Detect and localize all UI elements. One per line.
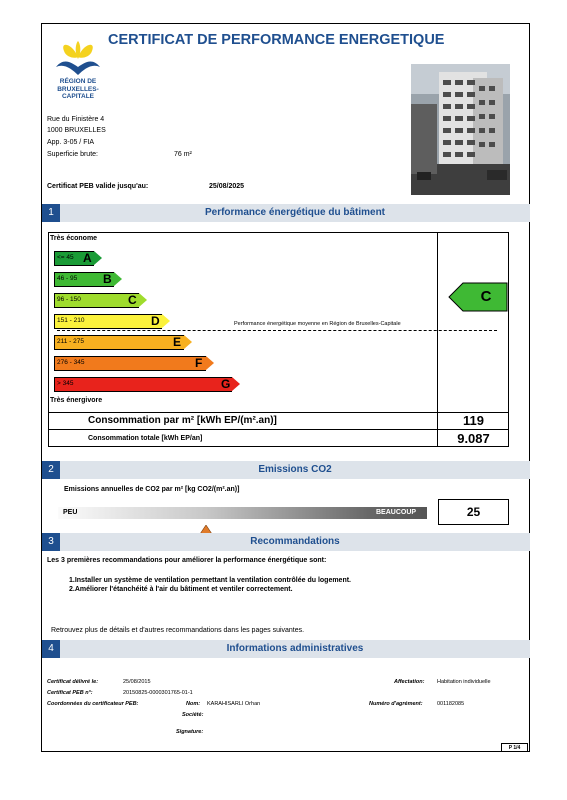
section-1-header (42, 204, 530, 222)
energy-rating-range: 211 - 275 (57, 338, 84, 345)
logo-line-3: CAPITALE (61, 93, 95, 100)
logo-line-2: BRUXELLES- (57, 85, 99, 93)
energy-rating-range: 151 - 210 (57, 317, 85, 324)
energy-rating-d (54, 314, 170, 329)
issued-value: 25/08/2015 (123, 679, 151, 685)
energy-rating-letter: C (128, 293, 137, 307)
peb-number-label: Certificat PEB n°: (47, 690, 93, 696)
energy-rating-letter: A (83, 251, 92, 265)
name-label: Nom: (186, 701, 201, 707)
section-3-title: Recommandations (250, 536, 340, 547)
recommendations-intro: Les 3 premières recommandations pour améliorer la performance énergétique sont: (47, 557, 327, 564)
energy-rating-range: <= 45 (57, 254, 74, 261)
section-3-header (42, 533, 530, 551)
section-2-title: Emissions CO2 (258, 464, 332, 475)
section-1-title: Performance énergétique du bâtiment (204, 207, 386, 218)
consumption-per-m2-label: Consommation par m² [kWh EP/(m².an)] (88, 415, 277, 426)
page-number: P 1/4 (501, 743, 528, 752)
name-value: KARAHISARLI Orhan (207, 701, 261, 707)
energy-rating-arrow-tip (94, 251, 102, 265)
average-performance-line (57, 330, 497, 331)
society-label: Société: (182, 712, 204, 718)
address-line-3: App. 3-05 / FIA (47, 139, 95, 146)
affectation-value: Habitation individuelle (437, 679, 491, 685)
logo-line-1: RÉGION DE (59, 78, 97, 85)
recommendation-1: 1.Installer un système de ventilation permettant la ventilation contrôlée du logement. (69, 577, 352, 584)
section-2-header (42, 461, 530, 479)
total-consumption-label: Consommation totale [kWh EP/an] (88, 435, 203, 442)
average-performance-note: Performance énergétique moyenne en Région de Bruxelles-Capitale (234, 321, 401, 327)
energy-rating-arrow-tip (206, 356, 214, 370)
energy-rating-g (54, 377, 240, 392)
section-4-header (42, 640, 530, 658)
building-photo (411, 64, 510, 195)
agreement-label: Numéro d'agrément: (369, 701, 423, 707)
co2-low-label: PEU (63, 509, 78, 516)
co2-indicator-icon (200, 521, 212, 530)
energy-rating-range: 96 - 150 (57, 296, 81, 303)
co2-value: 25 (438, 499, 509, 525)
iris-logo-icon (52, 37, 104, 79)
surface-value: 76 m² (174, 151, 192, 158)
very-efficient-label: Très économe (50, 235, 98, 242)
current-class-indicator (448, 282, 508, 312)
recommendations-footer: Retrouvez plus de détails et d'autres recommandations dans les pages suivantes. (51, 627, 305, 634)
signature-label: Signature: (176, 729, 204, 735)
energy-rating-range: 276 - 345 (57, 359, 85, 366)
energy-rating-range: 46 - 95 (57, 275, 78, 282)
energy-rating-letter: F (195, 356, 203, 370)
address-line-1: Rue du Finistère 4 (47, 116, 105, 123)
energy-rating-c (54, 293, 147, 308)
logo-text (50, 78, 106, 101)
brussels-iris-logo (52, 37, 104, 84)
energy-rating-arrow-tip (114, 272, 122, 286)
energy-rating-a (54, 251, 102, 266)
recommendation-2: 2.Améliorer l'étanchéité à l'air du bâtiment et ventiler correctement. (69, 586, 293, 593)
validity-date: 25/08/2025 (209, 183, 245, 190)
page-title: CERTIFICAT DE PERFORMANCE ENERGETIQUE (108, 32, 445, 48)
surface-label: Superficie brute: (47, 151, 98, 158)
energy-rating-f (54, 356, 214, 371)
consumption-divider-mid (48, 429, 509, 430)
certificate-page (41, 23, 530, 752)
validity-label: Certificat PEB valide jusqu'au: (47, 183, 149, 190)
address-line-2: 1000 BRUXELLES (47, 127, 106, 134)
section-1-number: 1 (42, 204, 60, 222)
co2-high-label: BEAUCOUP (376, 509, 417, 516)
certifier-label: Coordonnées du certificateur PEB: (47, 701, 139, 707)
issued-label: Certificat délivré le: (47, 679, 99, 685)
energy-rating-b (54, 272, 122, 287)
energy-rating-letter: E (173, 335, 182, 349)
very-energy-consuming-label: Très énergivore (50, 397, 103, 404)
energy-rating-letter: D (151, 314, 160, 328)
section-4-number: 4 (42, 640, 60, 658)
energy-rating-arrow-tip (184, 335, 192, 349)
peb-number-value: 20150825-0000301765-01-1 (123, 690, 193, 696)
co2-subtitle: Emissions annuelles de CO2 par m² [kg CO2/(m².an)] (64, 486, 240, 493)
consumption-per-m2-value: 119 (463, 413, 484, 428)
energy-rating-range: > 345 (57, 380, 74, 387)
energy-rating-arrow-tip (139, 293, 147, 307)
current-class-letter: C (480, 288, 492, 305)
energy-rating-band (54, 377, 232, 392)
affectation-label: Affectation: (394, 679, 425, 685)
agreement-value: 001182085 (437, 701, 465, 707)
energy-rating-e (54, 335, 192, 350)
section-2-number: 2 (42, 461, 60, 479)
energy-rating-arrow-tip (232, 377, 240, 391)
energy-rating-arrow-tip (162, 314, 170, 328)
co2-scale-bar (58, 507, 427, 519)
total-consumption-value: 9.087 (457, 431, 490, 446)
energy-rating-letter: B (103, 272, 112, 286)
section-4-title: Informations administratives (226, 643, 364, 654)
energy-rating-letter: G (221, 377, 231, 391)
section-3-number: 3 (42, 533, 60, 551)
